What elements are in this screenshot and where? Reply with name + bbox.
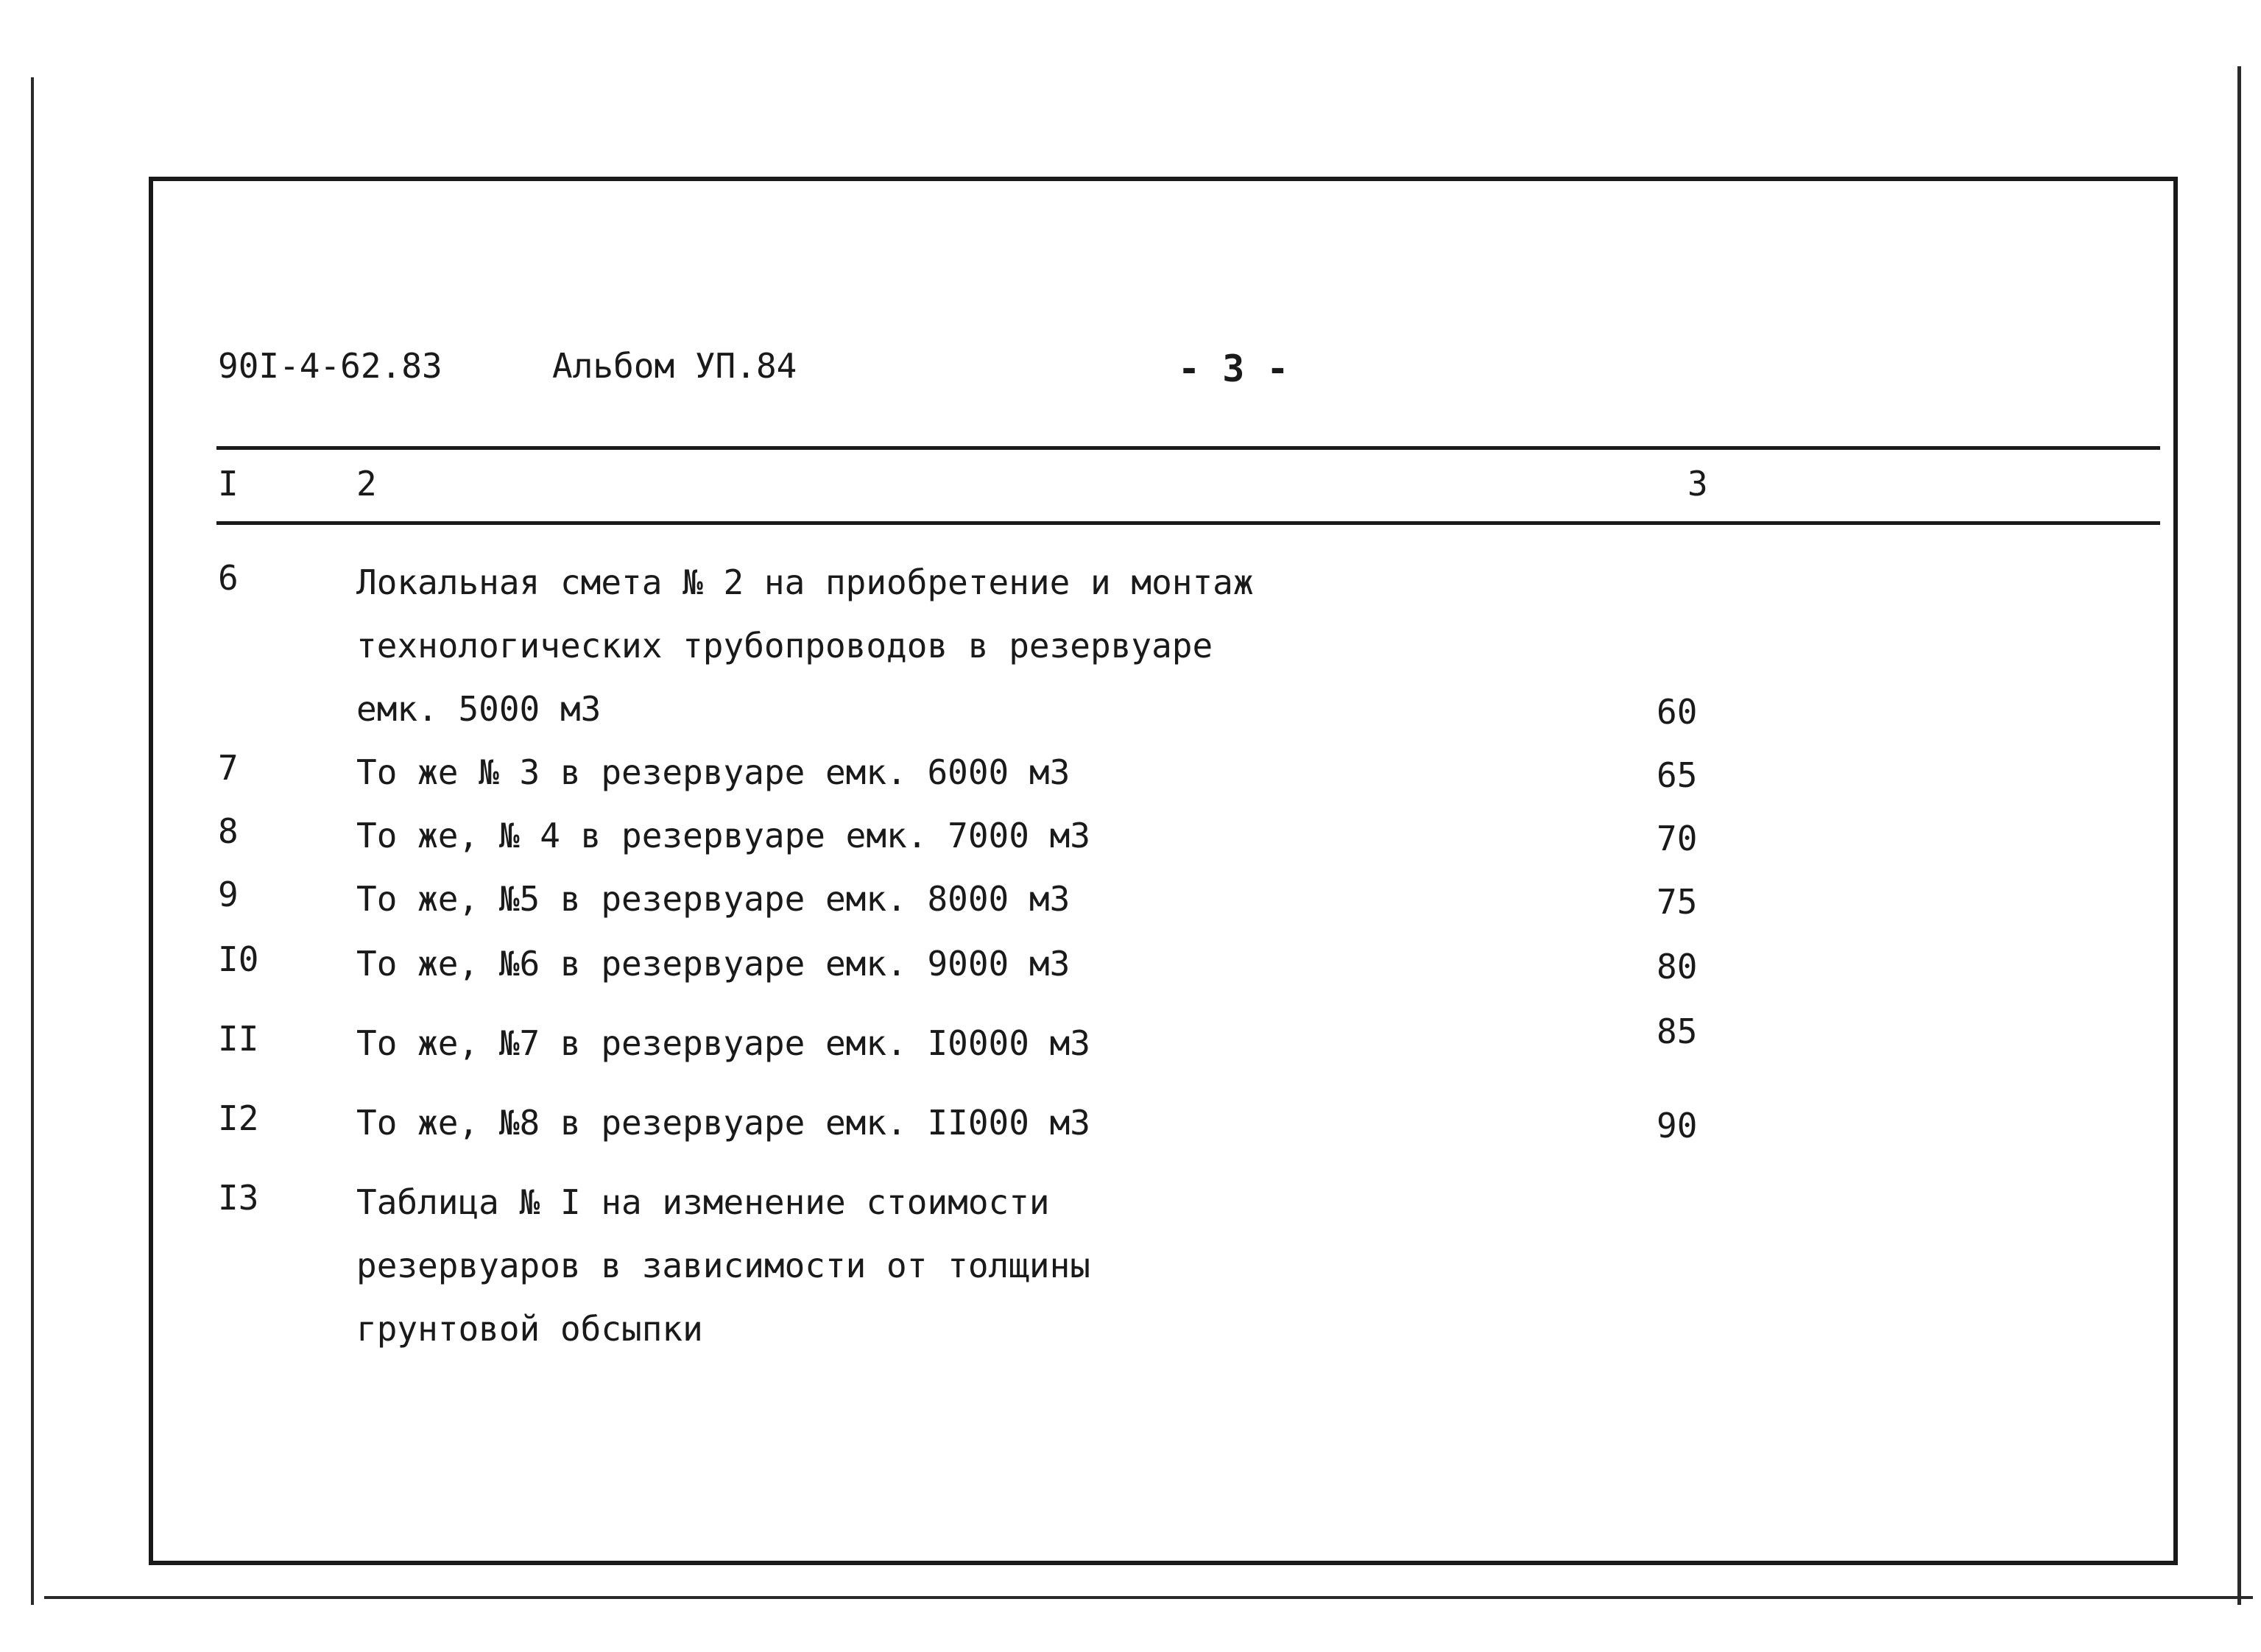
row-description: Таблица № I на изменение стоимости резервуаров в зависимости от толщины грунтовой обсыпки xyxy=(356,1182,1090,1349)
column-header-2: 2 xyxy=(356,464,377,504)
row-value: 80 xyxy=(1657,947,1698,986)
row-number: 9 xyxy=(218,875,239,914)
row-value: 90 xyxy=(1657,1106,1698,1146)
row-description: То же, №7 в резервуаре емк. I0000 м3 xyxy=(356,1023,1090,1063)
row-number: 7 xyxy=(218,748,239,788)
column-header-1: I xyxy=(218,464,239,504)
row-description: Локальная смета № 2 на приобретение и монтаж технологических трубопроводов в резервуаре емк. 5000 м3 xyxy=(356,562,1254,729)
scan-edge-left xyxy=(31,77,34,1605)
row-number: 6 xyxy=(218,558,239,598)
scan-edge-bottom xyxy=(44,1596,2253,1599)
row-value: 65 xyxy=(1657,755,1698,795)
row-value: 75 xyxy=(1657,882,1698,922)
row-description: То же, № 4 в резервуаре емк. 7000 м3 xyxy=(356,816,1090,855)
table-top-rule xyxy=(216,446,2160,450)
row-value: 70 xyxy=(1657,819,1698,858)
table-header-rule xyxy=(216,521,2160,525)
row-description: То же, №6 в резервуаре емк. 9000 м3 xyxy=(356,944,1070,984)
row-number: I2 xyxy=(218,1098,259,1138)
row-number: 8 xyxy=(218,811,239,851)
row-number: I3 xyxy=(218,1178,259,1218)
row-description: То же № 3 в резервуаре емк. 6000 м3 xyxy=(356,752,1070,792)
page-number: - 3 - xyxy=(1178,347,1289,390)
column-header-3: 3 xyxy=(1687,464,1708,504)
row-number: I0 xyxy=(218,939,259,979)
row-number: II xyxy=(218,1019,259,1059)
album-label: Альбом УП.84 xyxy=(552,346,797,386)
row-value: 85 xyxy=(1657,1012,1698,1051)
row-value: 60 xyxy=(1657,692,1698,732)
document-code: 90I-4-62.83 xyxy=(218,346,442,386)
row-description: То же, №8 в резервуаре емк. II000 м3 xyxy=(356,1103,1090,1143)
row-description: То же, №5 в резервуаре емк. 8000 м3 xyxy=(356,879,1070,919)
scan-edge-right xyxy=(2237,66,2241,1605)
